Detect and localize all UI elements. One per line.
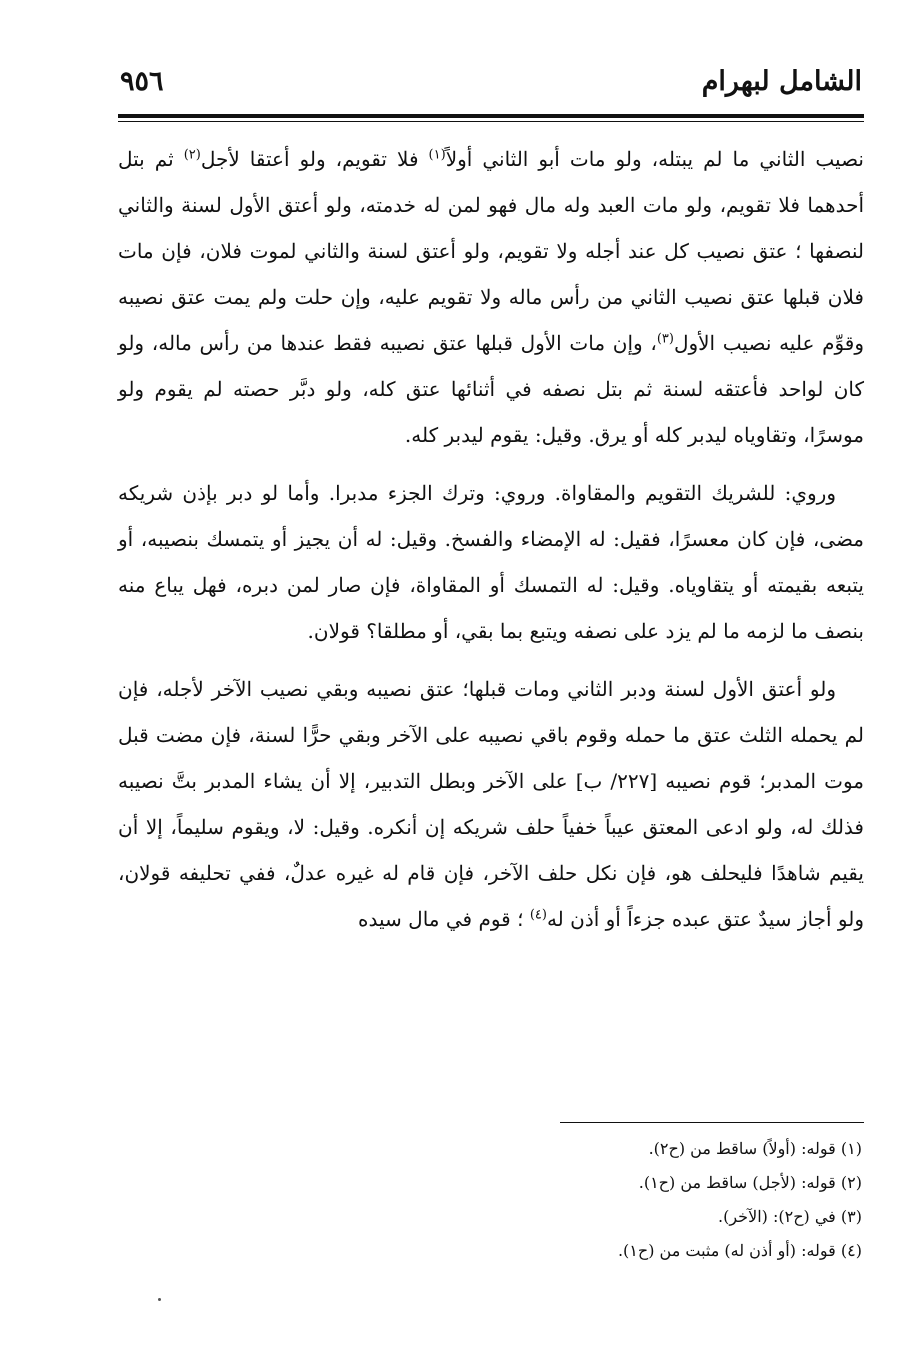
footnote-1: (١) قوله: (أولاً) ساقط من (ح٢). <box>648 1139 862 1158</box>
running-title: الشامل لبهرام <box>701 66 862 97</box>
footnote-2: (٢) قوله: (لأجل) ساقط من (ح١). <box>638 1173 862 1192</box>
footnote-reference: (٣) <box>656 331 674 347</box>
text-run: ؛ قوم في مال سيده <box>358 907 530 931</box>
text-run: نصيب الثاني ما لم يبتله، ولو مات أبو الثاني أولاً <box>445 147 864 171</box>
footnote-3: (٣) في (ح٢): (الآخر). <box>718 1207 862 1226</box>
paragraph <box>118 470 864 654</box>
page-header <box>120 64 862 108</box>
footnotes <box>300 1132 862 1268</box>
footnote-reference: (٢) <box>183 147 201 163</box>
main-text <box>118 136 864 954</box>
header-rule-thick <box>118 114 864 118</box>
text-run: فلا تقويم، ولو أعتقا لأجل <box>200 147 429 171</box>
footnote-reference: (٤) <box>529 907 547 923</box>
text-run: ولو أعتق الأول لسنة ودبر الثاني ومات قبلها؛ عتق نصيبه وبقي نصيب الآخر لأجله، فإن لم يحمله الثلث عتق ما حمله وقوم باقي نصيبه على الآخر وبقي حرًّا لسنة، فإن مضت قبل موت المدبر؛ قوم نصيبه [٢٢٧/ ب] على الآخر وبطل التدبير، إلا أن يشاء المدبر بتَّ نصيبه فذلك له، ولو ادعى المعتق عيباً خفياً حلف شريكه إن أنكره. وقيل: لا، ويقوم سليماً، إلا أن يقيم شاهدًا فليحلف هو، فإن نكل حلف الآخر، فإن قام له غيره عدلٌ، ففي تحليفه قولان، ولو أجاز سيدٌ عتق عبده جزءاً أو أذن له <box>118 677 864 931</box>
text-run: ثم بتل أحدهما فلا تقويم، ولو مات العبد وله مال فهو لمن له خدمته، ولو أعتق الأول لسنة والثاني لنصفها ؛ عتق نصيب كل عند أجله ولا تقويم، ولو أعتق لسنة والثاني لموت فلان، فإن مات فلان قبلها عتق نصيب الثاني من رأس ماله ولا تقويم عليه، وإن حلت ولم يمت عتق نصيبه وقوِّم عليه نصيب الأول <box>118 147 865 355</box>
footnote-4: (٤) قوله: (أو أذن له) مثبت من (ح١). <box>617 1241 862 1260</box>
paragraph <box>118 136 864 458</box>
header-rule-thin <box>118 121 864 122</box>
page-speck <box>158 1298 161 1301</box>
footnote-separator <box>560 1122 864 1123</box>
paragraph <box>118 666 864 942</box>
footnote-reference: (١) <box>428 147 446 163</box>
text-run: ، وإن مات الأول قبلها عتق نصيبه فقط عندها من رأس ماله، ولو كان لواحد فأعتقه لسنة ثم بتل نصفه في أثنائها عتق كله، ولو دبَّر حصته لم يقوم ولو موسرًا، وتقاوياه ليدبر كله أو يرق. وقيل: يقوم ليدبر كله. <box>118 331 864 447</box>
text-run: وروي: للشريك التقويم والمقاواة. وروي: وترك الجزء مدبرا. وأما لو دبر بإذن شريكه مضى، فإن كان معسرًا، فقيل: له الإمضاء والفسخ. وقيل: له أن يجيز أو يتمسك بنصيبه، أو يتبعه بقيمته أو يتقاوياه. وقيل: له التمسك أو المقاواة، فإن صار لمن دبره، فهل يباع منه بنصف ما لزمه ما لم يزد على نصفه ويتبع بما بقي، أو مطلقا؟ قولان. <box>118 481 864 643</box>
page-number: ٩٥٦ <box>120 66 164 97</box>
